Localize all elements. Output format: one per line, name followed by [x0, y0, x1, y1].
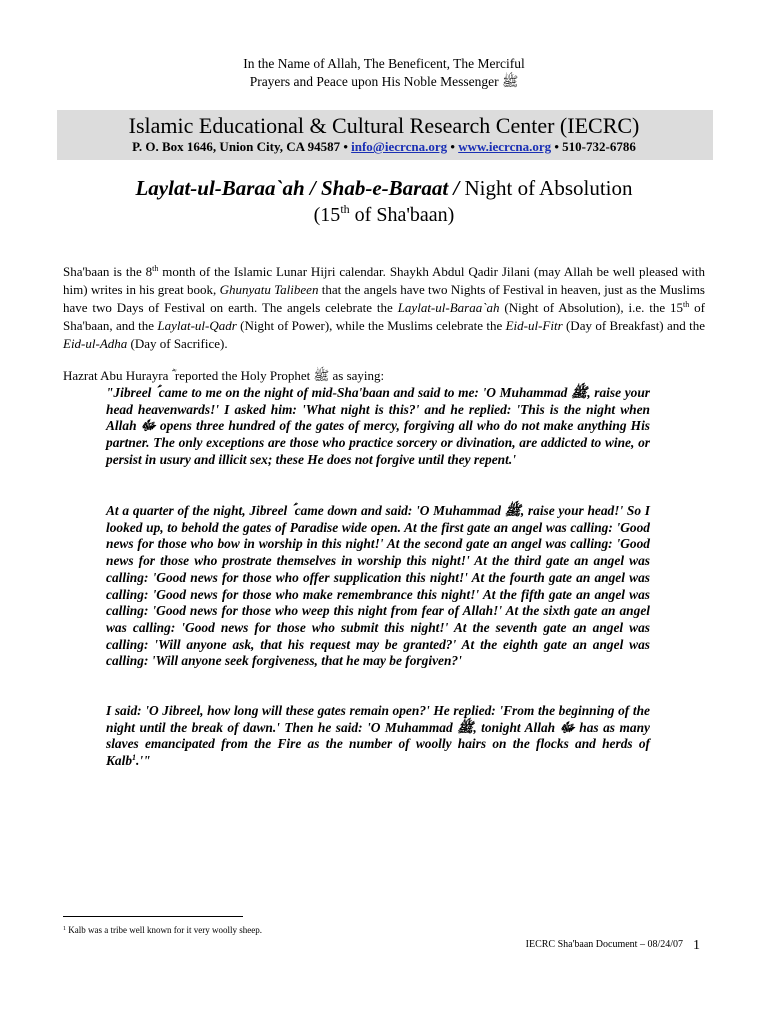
separator: •	[343, 139, 348, 154]
sup: th	[152, 264, 159, 273]
text: that the angels have two Nights of Festival in heaven, just as the Muslims have two Days of Festival on earth. The angels celebrate the	[63, 282, 705, 315]
document-subtitle	[0, 204, 768, 227]
text: (Day of Sacrifice).	[127, 336, 228, 351]
invocation-line-1: In the Name of Allah, The Beneficent, The Merciful	[243, 56, 525, 71]
footnote	[63, 924, 262, 936]
org-contact-line	[0, 139, 768, 155]
subtitle-close: of Sha'baan)	[349, 204, 455, 226]
term: Laylat-ul-Baraa`ah	[397, 300, 500, 315]
title-italic: Laylat-ul-Baraa`ah / Shab-e-Baraat /	[135, 176, 460, 200]
subtitle-open: (15	[313, 204, 341, 226]
term: Eid-ul-Adha	[63, 336, 128, 351]
term: Eid-ul-Fitr	[505, 318, 563, 333]
separator: •	[450, 139, 455, 154]
footnote-text: Kalb was a tribe well known for it very woolly sheep.	[66, 925, 262, 935]
hadith-paragraph-1: "Jibreel ؑ came to me on the night of mid-Sha'baan and said to me: 'O Muhammad ﷺ, raise your head heavenwards!' I asked him: 'What night is this?' and he replied: 'This is the night when Allah ﷻ opens three hundred of the gates of mercy, forgiving all who do not make anything His partner. The only exceptions are those who practice sorcery or divination, are addicted to wine, or persist in usury and illicit sex; these He does not forgive until they repent.'	[106, 385, 650, 467]
term: Laylat-ul-Qadr	[157, 318, 237, 333]
text: month of the Islamic Lunar Hijri calendar. Shaykh Abdul Qadir Jilani (may Allah be well pleased with him) writes in his great book,	[63, 264, 705, 297]
subtitle-sup: th	[340, 202, 350, 216]
footnote-ref: 1	[132, 753, 137, 763]
text: .'"	[136, 753, 151, 769]
hadith-introduction: Hazrat Abu Hurayra ؓ reported the Holy Prophet ﷺ as saying:	[63, 368, 385, 383]
sup: th	[683, 300, 690, 309]
book-title: Ghunyatu Talibeen	[219, 282, 319, 297]
text: (Night of Absolution), i.e. the 15	[499, 300, 684, 315]
website-link[interactable]: www.iecrcna.org	[458, 139, 552, 154]
invocation-line-2: Prayers and Peace upon His Noble Messenger ﷺ	[249, 74, 519, 89]
text: of Sha'baan, and the	[63, 300, 705, 333]
hadith-paragraph-2: At a quarter of the night, Jibreel ؑ came down and said: 'O Muhammad ﷺ, raise your head!' So I looked up, to behold the gates of Paradise wide open. At the first gate an angel was calling: 'Good news for those who bow in worship in this night!' At the second gate an angel was calling: 'Good news for those who prostrate themselves in worship this night!' At the third gate an angel was calling: 'Good news for those who offer supplication this night!' At the fourth gate an angel was calling: 'Good news for those who make remembrance this night!' At the fifth gate an angel was calling: 'Good news for those who weep this night from fear of Allah!' At the sixth gate an angel was calling: 'Good news for those who submit this night!' At the seventh gate an angel was calling: 'Will anyone ask, that his request may be granted?' At the eighth gate an angel was calling: 'Will anyone seek forgiveness, that he may be forgiven?'	[106, 503, 650, 669]
text: Sha'baan is the 8	[63, 264, 153, 279]
org-address: P. O. Box 1646, Union City, CA 94587	[132, 139, 341, 154]
hadith-paragraph-3	[106, 703, 650, 770]
text: I said: 'O Jibreel, how long will these gates remain open?' He replied: 'From the beginning of the night until the break of dawn.' Then he said: 'O Muhammad ﷺ, tonight Allah ﷻ has as many slaves emancipated from the Fire as the number of woolly hairs on the flocks and herds of Kalb	[106, 703, 650, 769]
document-info: IECRC Sha'baan Document – 08/24/07	[525, 939, 683, 950]
footnote-mark: 1	[63, 926, 66, 932]
text: (Night of Power), while the Muslims celebrate the	[236, 318, 506, 333]
intro-paragraph	[63, 263, 705, 353]
org-phone: 510-732-6786	[562, 139, 636, 154]
email-link[interactable]: info@iecrcna.org	[351, 139, 448, 154]
page-number: 1	[693, 938, 700, 953]
document-title	[0, 176, 768, 201]
org-name: Islamic Educational & Cultural Research Center (IECRC)	[128, 113, 640, 138]
separator: •	[554, 139, 559, 154]
footnote-divider	[63, 916, 243, 917]
text: (Day of Breakfast) and the	[562, 318, 705, 333]
title-plain: Night of Absolution	[459, 176, 633, 200]
